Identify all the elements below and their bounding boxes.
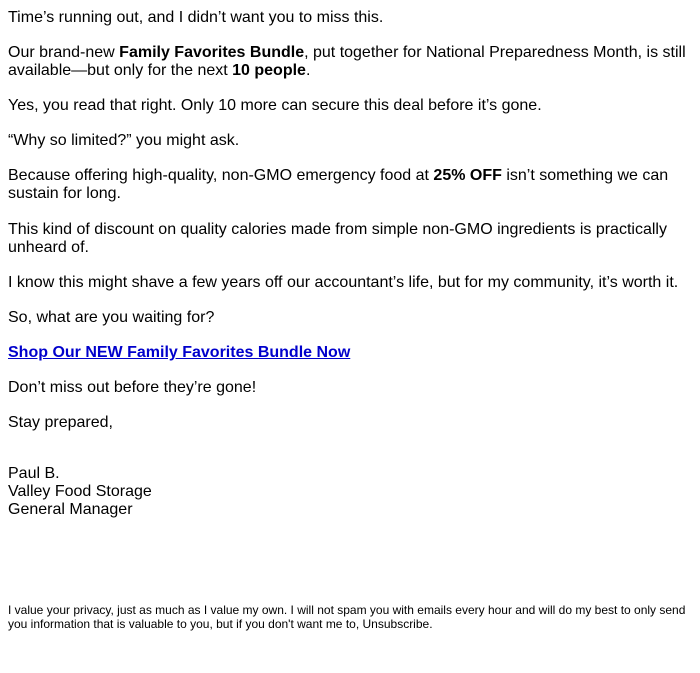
- signature-title: General Manager: [8, 501, 133, 518]
- signature-company: Valley Food Storage: [8, 483, 152, 500]
- question-paragraph: “Why so limited?” you might ask.: [8, 132, 240, 149]
- waiting-paragraph: So, what are you waiting for?: [8, 309, 215, 326]
- people-count: 10 people: [232, 62, 306, 79]
- bundle-paragraph-pre: Our brand-new: [8, 44, 120, 61]
- limited-paragraph: Yes, you read that right. Only 10 more can secure this deal before it’s gone.: [8, 97, 542, 114]
- privacy-end: .: [429, 617, 433, 631]
- sign-off: Stay prepared,: [8, 414, 113, 431]
- shop-bundle-link[interactable]: Shop Our NEW Family Favorites Bundle Now: [8, 344, 351, 361]
- intro-paragraph: Time’s running out, and I didn’t want you to miss this.: [8, 9, 384, 26]
- signature-block: [8, 465, 152, 519]
- discount-paragraph: [8, 167, 694, 203]
- signature-name: Paul B.: [8, 465, 60, 482]
- miss-out-paragraph: Don’t miss out before they’re gone!: [8, 379, 257, 396]
- quality-paragraph: This kind of discount on quality calories made from simple non-GMO ingredients is practically unheard of.: [8, 221, 667, 256]
- cta-paragraph: [8, 344, 350, 362]
- privacy-footer: [8, 603, 692, 631]
- discount-paragraph-post: isn’t something we can sustain for long.: [8, 167, 669, 202]
- unsubscribe-link[interactable]: Unsubscribe: [362, 617, 430, 631]
- bundle-paragraph: [8, 44, 694, 80]
- discount-amount: 25% OFF: [433, 167, 502, 184]
- bundle-paragraph-post: .: [305, 62, 311, 79]
- bundle-name: Family Favorites Bundle: [119, 44, 305, 61]
- discount-paragraph-pre: Because offering high-quality, non-GMO emergency food at: [8, 167, 434, 184]
- privacy-text: I value your privacy, just as much as I value my own. I will not spam you with emails every hour and will do my best to only send you information that is valuable to you, but if you don't want me to,: [8, 603, 686, 631]
- accountant-paragraph: I know this might shave a few years off our accountant’s life, but for my community, it’s worth it.: [8, 274, 679, 291]
- bundle-paragraph-mid: , put together for National Preparedness Month, is still available—but only for the next: [8, 44, 686, 79]
